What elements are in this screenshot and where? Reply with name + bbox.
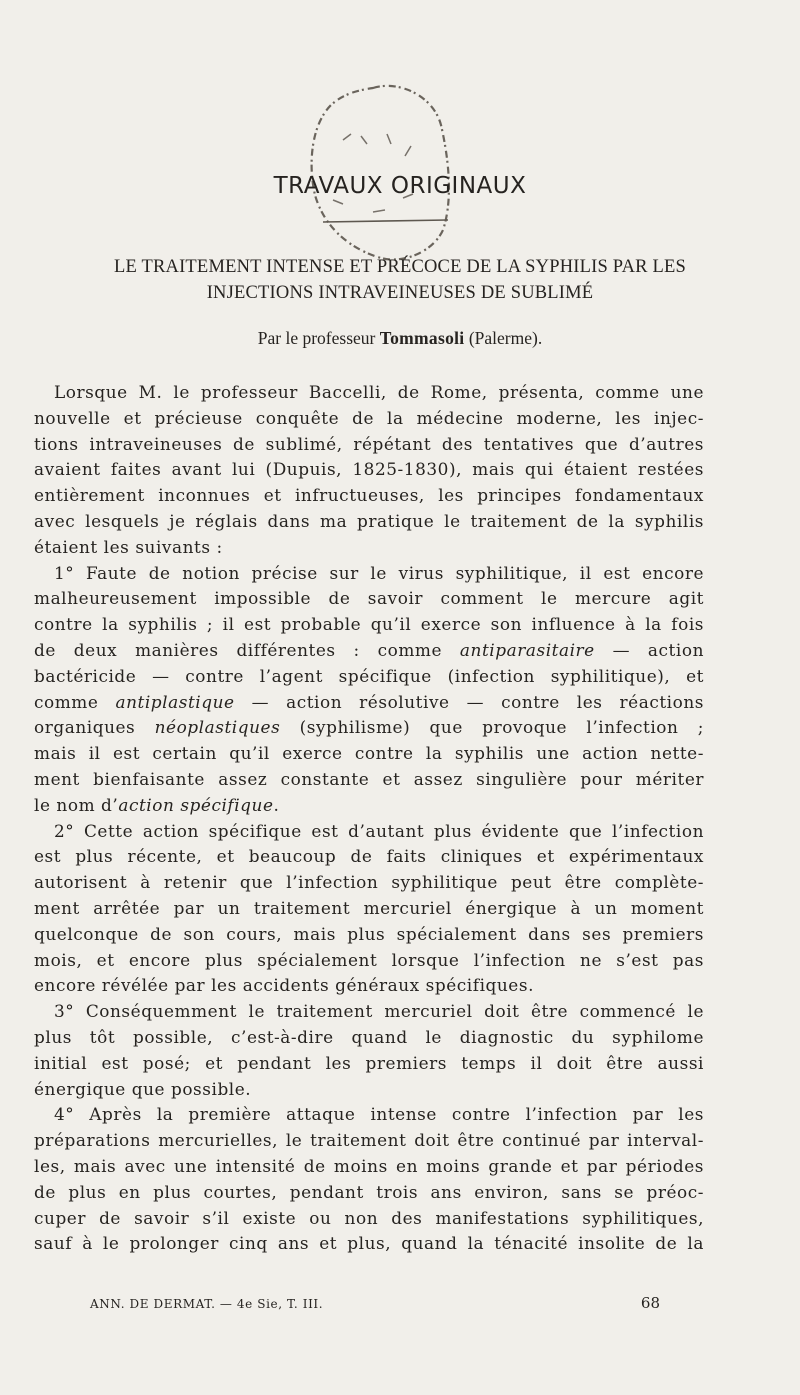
- text-line: [34, 638, 704, 664]
- text-line: avec lesquels je réglais dans ma pratique le traitement de la syphilis: [34, 510, 704, 531]
- text-line: contre la syphilis ; il est probable qu’il exerce son influence à la fois: [34, 614, 704, 635]
- text-line: bactéricide — contre l’agent spécifique (infection syphilitique), et: [34, 665, 704, 686]
- italic-term: néoplastiques: [154, 717, 281, 738]
- page-number: 68: [640, 1294, 660, 1312]
- text-line: sauf à le prolonger cinq ans et plus, quand la ténacité insolite de la: [34, 1233, 704, 1254]
- text-fragment: le nom d’: [34, 794, 119, 815]
- text-line: 2° Cette action spécifique est d’autant plus évidente que l’infection: [54, 820, 704, 841]
- text-line: autorisent à retenir que l’infection syphilitique peut être complète-: [34, 872, 704, 893]
- text-fragment: organiques: [34, 717, 136, 738]
- text-line: étaient les suivants :: [34, 536, 223, 557]
- text-fragment: — action: [594, 639, 704, 660]
- text-line: ment bienfaisante assez constante et assez singulière pour mériter: [34, 768, 704, 789]
- text-line: 3° Conséquemment le traitement mercuriel doit être commencé le: [54, 1001, 704, 1022]
- text-line: les, mais avec une intensité de moins en moins grande et par périodes: [34, 1155, 704, 1176]
- italic-term: antiplastique: [115, 691, 235, 712]
- text-line: encore révélée par les accidents généraux spécifiques.: [34, 975, 534, 996]
- text-line: nouvelle et précieuse conquête de la médecine moderne, les injec-: [34, 407, 704, 428]
- text-line: plus tôt possible, c’est-à-dire quand le diagnostic du syphilome: [34, 1026, 704, 1047]
- article-title: [34, 254, 766, 306]
- text-line: 4° Après la première attaque intense contre l’infection par les: [54, 1104, 704, 1125]
- page-footer: [90, 1294, 660, 1312]
- italic-term: action spécifique: [118, 794, 274, 815]
- byline-prefix: Par le professeur: [257, 328, 380, 348]
- text-fragment: de deux manières différentes : comme: [34, 639, 443, 660]
- article-title-line-1: LE TRAITEMENT INTENSE ET PRÉCOCE DE LA SYPHILIS PAR LES: [113, 257, 687, 277]
- text-line: entièrement inconnues et infructueuses, les principes fondamentaux: [34, 485, 704, 506]
- italic-term: antiparasitaire: [459, 639, 595, 660]
- section-heading: TRAVAUX ORIGINAUX: [273, 173, 527, 199]
- text-line: 1° Faute de notion précise sur le virus syphilitique, il est encore: [54, 562, 704, 583]
- text-fragment: .: [273, 794, 280, 815]
- text-line: [34, 690, 704, 716]
- byline-suffix: (Palerme).: [464, 328, 543, 348]
- text-line: mais il est certain qu’il exerce contre la syphilis une action nette-: [34, 743, 704, 764]
- text-line: ment arrêtée par un traitement mercuriel énergique à un moment: [34, 897, 704, 918]
- text-line: tions intraveineuses de sublimé, répétant des tentatives que d’autres: [34, 433, 704, 454]
- text-line: est plus récente, et beaucoup de faits cliniques et expérimentaux: [34, 846, 704, 867]
- text-line: mois, et encore plus spécialement lorsque l’infection ne s’est pas: [34, 949, 704, 970]
- text-line: Lorsque M. le professeur Baccelli, de Rome, présenta, comme une: [54, 382, 704, 402]
- author-byline: [0, 328, 800, 349]
- text-line: [34, 715, 704, 741]
- text-line: malheureusement impossible de savoir comment le mercure agit: [34, 588, 704, 609]
- text-line: initial est posé; et pendant les premiers temps il doit être aussi: [34, 1052, 704, 1073]
- text-line: cuper de savoir s’il existe ou non des manifestations syphilitiques,: [34, 1207, 704, 1228]
- text-line: de plus en plus courtes, pendant trois ans environ, sans se préoc-: [34, 1181, 704, 1202]
- text-line: énergique que possible.: [34, 1078, 252, 1099]
- article-body: [34, 380, 704, 1257]
- article-title-line-2: INJECTIONS INTRAVEINEUSES DE SUBLIMÉ: [206, 283, 594, 303]
- text-line: quelconque de son cours, mais plus spécialement dans ses premiers: [34, 923, 704, 944]
- text-fragment: comme: [34, 691, 99, 712]
- text-fragment: (syphilisme) que provoque l’infection ;: [280, 717, 704, 738]
- author-name: Tommasoli: [379, 328, 465, 348]
- text-line: préparations mercurielles, le traitement doit être continué par interval-: [34, 1130, 704, 1151]
- text-fragment: — action résolutive — contre les réactions: [234, 691, 704, 712]
- journal-reference: ANN. DE DERMAT. — 4e Sie, T. III.: [90, 1297, 324, 1311]
- text-line: avaient faites avant lui (Dupuis, 1825-1830), mais qui étaient restées: [34, 459, 704, 480]
- text-line: [34, 793, 704, 819]
